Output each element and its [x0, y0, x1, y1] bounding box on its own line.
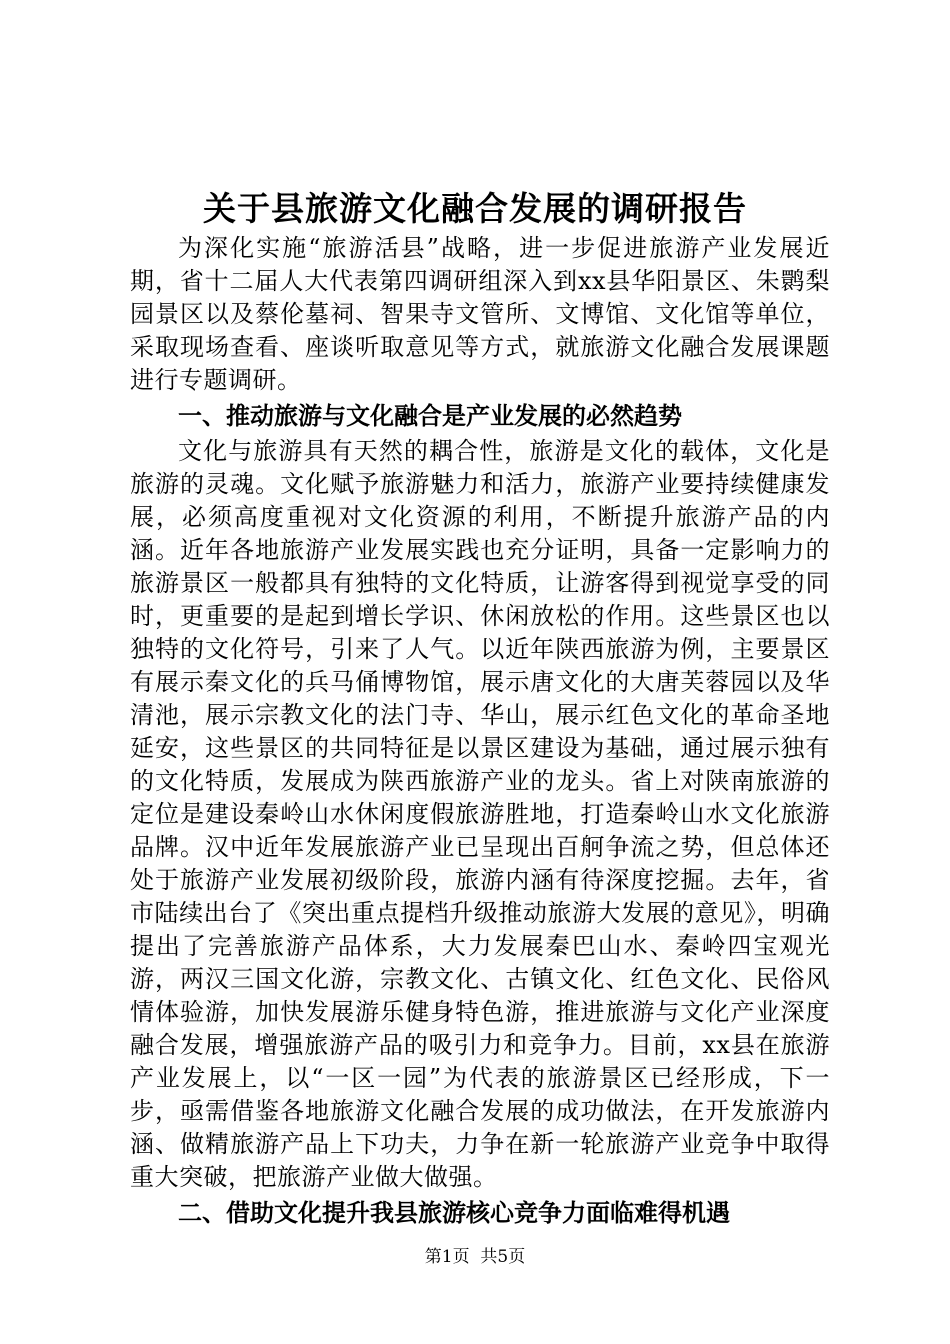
document-body [130, 232, 830, 1232]
intro-paragraph: 为深化实施“旅游活县”战略，进一步促进旅游产业发展近期，省十二届人大代表第四调研组深入到xx县华阳景区、朱鹮梨园景区以及蔡伦墓祠、智果寺文管所、文博馆、文化馆等单位，采取现场查看、座谈听取意见等方式，就旅游文化融合发展课题进行专题调研。 [130, 234, 830, 394]
page-number-current: 第1页 [424, 1247, 470, 1267]
page-footer [0, 1245, 950, 1269]
footer-separator [470, 1247, 481, 1267]
section-1-heading: 一、推动旅游与文化融合是产业发展的必然趋势 [178, 402, 682, 430]
section-1-paragraph: 文化与旅游具有天然的耦合性，旅游是文化的载体，文化是旅游的灵魂。文化赋予旅游魅力和活力，旅游产业要持续健康发展，必须高度重视对文化资源的利用，不断提升旅游产品的内涵。近年各地旅游产业发展实践也充分证明，具备一定影响力的旅游景区一般都具有独特的文化特质，让游客得到视觉享受的同时，更重要的是起到增长学识、休闲放松的作用。这些景区也以独特的文化符号，引来了人气。以近年陕西旅游为例，主要景区有展示秦文化的兵马俑博物馆，展示唐文化的大唐芙蓉园以及华清池，展示宗教文化的法门寺、华山，展示红色文化的革命圣地延安，这些景区的共同特征是以景区建设为基础，通过展示独有的文化特质，发展成为陕西旅游产业的龙头。省上对陕南旅游的定位是建设秦岭山水休闲度假旅游胜地，打造秦岭山水文化旅游品牌。汉中近年发展旅游产业已呈现出百舸争流之势，但总体还处于旅游产业发展初级阶段，旅游内涵有待深度挖掘。去年，省市陆续出台了《突出重点提档升级推动旅游大发展的意见》，明确提出了完善旅游产品体系，大力发展秦巴山水、秦岭四宝观光游，两汉三国文化游，宗教文化、古镇文化、红色文化、民俗风情体验游，加快发展游乐健身特色游，推进旅游与文化产业深度融合发展，增强旅游产品的吸引力和竞争力。目前，xx县在旅游产业发展上，以“一区一园”为代表的旅游景区已经形成，下一步，亟需借鉴各地旅游文化融合发展的成功做法，在开发旅游内涵、做精旅游产品上下功夫，力争在新一轮旅游产业竞争中取得重大突破，把旅游产业做大做强。 [130, 437, 830, 1191]
section-2-heading: 二、借助文化提升我县旅游核心竞争力面临难得机遇 [178, 1199, 730, 1227]
document-title: 关于县旅游文化融合发展的调研报告 [203, 189, 747, 228]
page-number-total: 共5页 [480, 1247, 526, 1267]
